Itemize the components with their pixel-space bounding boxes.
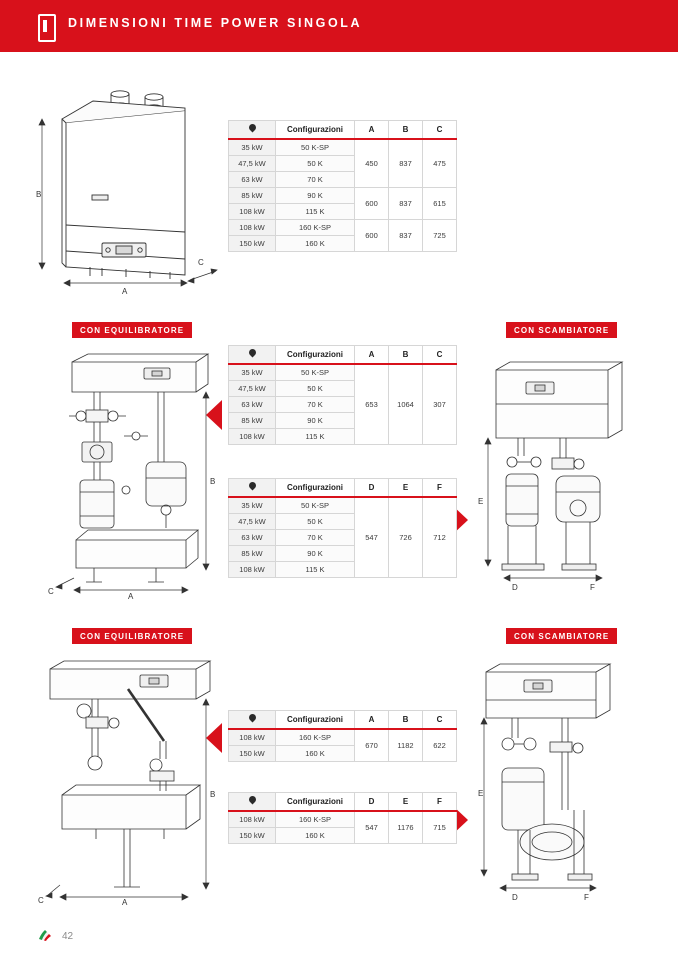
table-header-c: C xyxy=(423,346,457,365)
cell-conf: 115 K xyxy=(276,562,355,578)
cell-kw: 47,5 kW xyxy=(229,156,276,172)
table-header-b: B xyxy=(389,711,423,730)
water-drop-icon xyxy=(249,714,256,723)
cell-conf: 50 K-SP xyxy=(276,497,355,514)
table-header-f: F xyxy=(423,793,457,812)
cell-e: 726 xyxy=(389,497,423,578)
cell-a: 653 xyxy=(355,364,389,445)
cell-kw: 108 kW xyxy=(229,204,276,220)
dimension-label-a: A xyxy=(122,287,128,296)
water-drop-icon xyxy=(249,482,256,491)
cell-c: 615 xyxy=(423,188,457,220)
cell-b: 837 xyxy=(389,139,423,188)
cell-conf: 90 K xyxy=(276,546,355,562)
cell-kw: 150 kW xyxy=(229,236,276,252)
cell-f: 712 xyxy=(423,497,457,578)
table-header-drop xyxy=(229,793,276,812)
equilibratore-drawing-2 xyxy=(36,655,216,905)
table-header-configurazioni: Configurazioni xyxy=(276,793,355,812)
arrow-left-equilibratore-1 xyxy=(206,400,222,430)
cell-kw: 85 kW xyxy=(229,188,276,204)
table-row xyxy=(229,497,457,514)
cell-conf: 115 K xyxy=(276,429,355,445)
dimension-label-c: C xyxy=(198,258,204,267)
table-header-drop xyxy=(229,711,276,730)
table-header-drop xyxy=(229,479,276,498)
table-header-configurazioni: Configurazioni xyxy=(276,346,355,365)
cell-kw: 63 kW xyxy=(229,530,276,546)
cell-conf: 160 K xyxy=(276,828,355,844)
cell-conf: 50 K xyxy=(276,381,355,397)
cell-kw: 63 kW xyxy=(229,172,276,188)
dimension-label-f: F xyxy=(584,893,589,902)
cell-conf: 160 K-SP xyxy=(276,729,355,746)
table-header-a: A xyxy=(355,346,389,365)
table-header-c: C xyxy=(423,711,457,730)
table-header-e: E xyxy=(389,479,423,498)
cell-conf: 50 K-SP xyxy=(276,139,355,156)
dimension-label-a: A xyxy=(122,898,128,905)
table-header-configurazioni: Configurazioni xyxy=(276,711,355,730)
dimension-label-b: B xyxy=(210,790,216,799)
page-title: DIMENSIONI TIME POWER SINGOLA xyxy=(68,16,363,30)
dimension-label-c: C xyxy=(48,587,54,596)
table-header-configurazioni: Configurazioni xyxy=(276,479,355,498)
cell-b: 837 xyxy=(389,188,423,220)
tag-con-scambiatore-2: CON SCAMBIATORE xyxy=(506,628,617,644)
table-scambiatore-def xyxy=(228,478,457,578)
cell-kw: 47,5 kW xyxy=(229,381,276,397)
table-equilibratore-abc-2 xyxy=(228,710,457,762)
table-row xyxy=(229,220,457,236)
cell-kw: 35 kW xyxy=(229,139,276,156)
cell-kw: 85 kW xyxy=(229,413,276,429)
cell-kw: 63 kW xyxy=(229,397,276,413)
cell-kw: 108 kW xyxy=(229,729,276,746)
cell-conf: 115 K xyxy=(276,204,355,220)
table-row xyxy=(229,364,457,381)
dimension-label-a: A xyxy=(128,592,134,600)
table-dimensions-main xyxy=(228,120,457,252)
cell-conf: 160 K-SP xyxy=(276,811,355,828)
italy-flag-icon xyxy=(38,929,54,941)
table-header-e: E xyxy=(389,793,423,812)
cell-kw: 35 kW xyxy=(229,364,276,381)
cell-e: 1176 xyxy=(389,811,423,844)
cell-b: 1182 xyxy=(389,729,423,762)
cell-c: 622 xyxy=(423,729,457,762)
table-equilibratore-abc xyxy=(228,345,457,445)
table-header-b: B xyxy=(389,121,423,140)
cell-kw: 108 kW xyxy=(229,220,276,236)
cell-kw: 150 kW xyxy=(229,746,276,762)
cell-conf: 90 K xyxy=(276,188,355,204)
table-header-d: D xyxy=(355,793,389,812)
table-header-a: A xyxy=(355,711,389,730)
cell-conf: 70 K xyxy=(276,172,355,188)
cell-conf: 160 K xyxy=(276,236,355,252)
cell-c: 307 xyxy=(423,364,457,445)
scambiatore-drawing-2 xyxy=(478,660,648,905)
cell-conf: 70 K xyxy=(276,397,355,413)
cell-c: 475 xyxy=(423,139,457,188)
page-header xyxy=(0,0,678,52)
cell-kw: 85 kW xyxy=(229,546,276,562)
equilibratore-drawing-1 xyxy=(36,350,216,600)
arrow-left-equilibratore-2 xyxy=(206,723,222,753)
table-header-a: A xyxy=(355,121,389,140)
cell-conf: 90 K xyxy=(276,413,355,429)
tag-con-scambiatore-1: CON SCAMBIATORE xyxy=(506,322,617,338)
dimension-label-e: E xyxy=(478,789,484,798)
water-drop-icon xyxy=(249,796,256,805)
dimension-label-b: B xyxy=(36,190,42,199)
cell-c: 725 xyxy=(423,220,457,252)
dimension-label-e: E xyxy=(478,497,484,506)
table-header-drop xyxy=(229,346,276,365)
cell-kw: 108 kW xyxy=(229,811,276,828)
cell-kw: 150 kW xyxy=(229,828,276,844)
table-header-f: F xyxy=(423,479,457,498)
dimension-label-f: F xyxy=(590,583,595,592)
dimension-label-b: B xyxy=(210,477,216,486)
cell-f: 715 xyxy=(423,811,457,844)
cell-b: 837 xyxy=(389,220,423,252)
cell-d: 547 xyxy=(355,811,389,844)
table-row xyxy=(229,139,457,156)
dimension-label-c: C xyxy=(38,896,44,905)
table-row xyxy=(229,188,457,204)
cell-a: 600 xyxy=(355,188,389,220)
cell-conf: 50 K-SP xyxy=(276,364,355,381)
cell-d: 547 xyxy=(355,497,389,578)
table-header-d: D xyxy=(355,479,389,498)
cell-kw: 108 kW xyxy=(229,562,276,578)
cell-conf: 50 K xyxy=(276,156,355,172)
dimension-label-d: D xyxy=(512,893,518,902)
cell-a: 670 xyxy=(355,729,389,762)
boiler-icon xyxy=(38,14,56,42)
cell-kw: 35 kW xyxy=(229,497,276,514)
table-row xyxy=(229,811,457,828)
cell-conf: 50 K xyxy=(276,514,355,530)
table-scambiatore-def-2 xyxy=(228,792,457,844)
cell-kw: 108 kW xyxy=(229,429,276,445)
table-header-drop xyxy=(229,121,276,140)
cell-conf: 70 K xyxy=(276,530,355,546)
page-number: 42 xyxy=(62,931,74,942)
table-header-configurazioni: Configurazioni xyxy=(276,121,355,140)
table-row xyxy=(229,729,457,746)
cell-a: 450 xyxy=(355,139,389,188)
tag-con-equilibratore-1: CON EQUILIBRATORE xyxy=(72,322,192,338)
table-header-b: B xyxy=(389,346,423,365)
cell-kw: 47,5 kW xyxy=(229,514,276,530)
cell-b: 1064 xyxy=(389,364,423,445)
cell-conf: 160 K-SP xyxy=(276,220,355,236)
table-header-c: C xyxy=(423,121,457,140)
water-drop-icon xyxy=(249,349,256,358)
cell-conf: 160 K xyxy=(276,746,355,762)
dimension-label-d: D xyxy=(512,583,518,592)
cell-a: 600 xyxy=(355,220,389,252)
boiler-drawing xyxy=(30,75,230,300)
water-drop-icon xyxy=(249,124,256,133)
tag-con-equilibratore-2: CON EQUILIBRATORE xyxy=(72,628,192,644)
scambiatore-drawing-1 xyxy=(478,358,648,598)
